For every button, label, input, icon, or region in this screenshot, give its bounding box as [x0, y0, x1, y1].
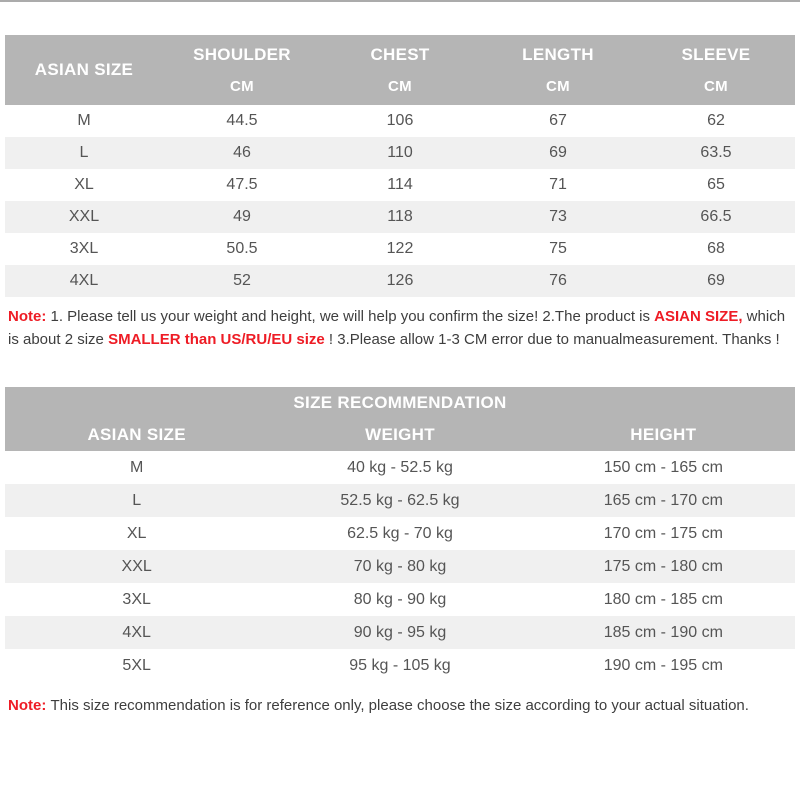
table-cell: 190 cm - 195 cm: [603, 656, 723, 674]
table-cell: 126: [386, 272, 414, 289]
header-unit: CM: [230, 78, 254, 95]
table-cell: 5XL: [122, 656, 151, 674]
table-cell: 73: [549, 208, 567, 225]
table-cell: 180 cm - 185 cm: [603, 590, 723, 608]
header-cell-length: [479, 35, 637, 105]
note-text: This size recommendation is for reference only, please choose the size according to your actual situation.: [50, 697, 749, 714]
size-recommendation-header: [5, 387, 795, 451]
table-cell: XL: [126, 524, 147, 542]
note-text: 1. Please tell us your weight and height, we will help you confirm the size! 2.The product is: [50, 308, 655, 325]
table-cell: 75: [549, 240, 567, 257]
table-cell: L: [79, 144, 89, 161]
table-cell: 3XL: [122, 590, 151, 608]
table-cell: XXL: [68, 208, 100, 225]
table-cell: XL: [74, 176, 94, 193]
table-cell: 4XL: [122, 623, 151, 641]
table-cell: 170 cm - 175 cm: [603, 524, 723, 542]
table-cell: 71: [549, 176, 567, 193]
recommendation-note: [8, 694, 792, 717]
table-cell: 66.5: [700, 208, 732, 225]
table-row: [5, 484, 795, 517]
table-row: [5, 583, 795, 616]
table-row: [5, 169, 795, 201]
header-unit: CM: [704, 78, 728, 95]
table-cell: 69: [549, 144, 567, 161]
table-cell: M: [130, 458, 144, 476]
table-row: [5, 517, 795, 550]
table-cell: 95 kg - 105 kg: [349, 656, 451, 674]
table-row: [5, 451, 795, 484]
table-cell: 52.5 kg - 62.5 kg: [340, 491, 460, 509]
note-highlight: Note:: [8, 308, 51, 325]
table-row: [5, 649, 795, 682]
table-cell: 150 cm - 165 cm: [603, 458, 723, 476]
subheader-cell: WEIGHT: [365, 425, 435, 444]
header-cell-shoulder: [163, 35, 321, 105]
size-recommendation-title: SIZE RECOMMENDATION: [293, 393, 507, 412]
size-chart-header-row: [5, 35, 795, 105]
table-row: [5, 105, 795, 137]
note-highlight: SMALLER than US/RU/EU size: [108, 331, 325, 348]
table-row: [5, 233, 795, 265]
size-chart-note: [8, 305, 792, 351]
table-cell: 175 cm - 180 cm: [603, 557, 723, 575]
table-cell: 165 cm - 170 cm: [603, 491, 723, 509]
table-cell: 106: [386, 112, 414, 129]
table-row: [5, 137, 795, 169]
table-cell: 46: [233, 144, 251, 161]
header-unit: CM: [388, 78, 412, 95]
size-chart-body: [5, 105, 795, 297]
table-cell: 68: [707, 240, 725, 257]
table-row: [5, 550, 795, 583]
table-cell: 80 kg - 90 kg: [353, 590, 447, 608]
table-cell: 50.5: [226, 240, 258, 257]
table-cell: 3XL: [69, 240, 99, 257]
size-recommendation-subheader-row: [5, 425, 795, 445]
table-cell: 114: [387, 176, 413, 193]
header-label: ASIAN SIZE: [34, 60, 134, 79]
size-recommendation-body: [5, 451, 795, 682]
table-cell: 52: [233, 272, 251, 289]
table-cell: L: [132, 491, 142, 509]
size-recommendation-table: [5, 387, 795, 682]
table-cell: 49: [233, 208, 251, 225]
table-cell: 70 kg - 80 kg: [353, 557, 447, 575]
note-highlight: Note:: [8, 697, 51, 714]
header-cell-chest: [321, 35, 479, 105]
note-text: ! 3.Please allow 1-3 CM error due to manualmeasurement. Thanks !: [324, 331, 780, 348]
table-cell: 62: [707, 112, 725, 129]
header-cell-asian-size: [5, 35, 163, 105]
table-cell: 90 kg - 95 kg: [353, 623, 447, 641]
table-cell: 44.5: [226, 112, 258, 129]
table-cell: M: [77, 112, 91, 129]
header-cell-sleeve: [637, 35, 795, 105]
table-cell: 110: [387, 144, 413, 161]
table-row: [5, 265, 795, 297]
header-label: SLEEVE: [681, 45, 751, 64]
subheader-cell: HEIGHT: [630, 425, 697, 444]
header-label: LENGTH: [522, 45, 594, 64]
header-label: CHEST: [370, 45, 430, 64]
table-row: [5, 616, 795, 649]
table-cell: 40 kg - 52.5 kg: [347, 458, 453, 476]
table-cell: 4XL: [69, 272, 99, 289]
subheader-cell: ASIAN SIZE: [87, 425, 186, 444]
table-cell: 47.5: [226, 176, 258, 193]
table-cell: XXL: [121, 557, 152, 575]
table-cell: 65: [707, 176, 725, 193]
size-chart-table: [5, 35, 795, 297]
table-cell: 62.5 kg - 70 kg: [347, 524, 453, 542]
table-cell: 67: [549, 112, 567, 129]
table-cell: 69: [707, 272, 725, 289]
table-cell: 63.5: [700, 144, 732, 161]
note-highlight: ASIAN SIZE,: [654, 308, 743, 325]
table-cell: 185 cm - 190 cm: [603, 623, 723, 641]
table-row: [5, 201, 795, 233]
header-label: SHOULDER: [193, 45, 291, 64]
header-unit: CM: [546, 78, 570, 95]
table-cell: 118: [387, 208, 413, 225]
table-cell: 122: [386, 240, 414, 257]
table-cell: 76: [549, 272, 567, 289]
note-text: which is about 2 size: [8, 308, 786, 348]
